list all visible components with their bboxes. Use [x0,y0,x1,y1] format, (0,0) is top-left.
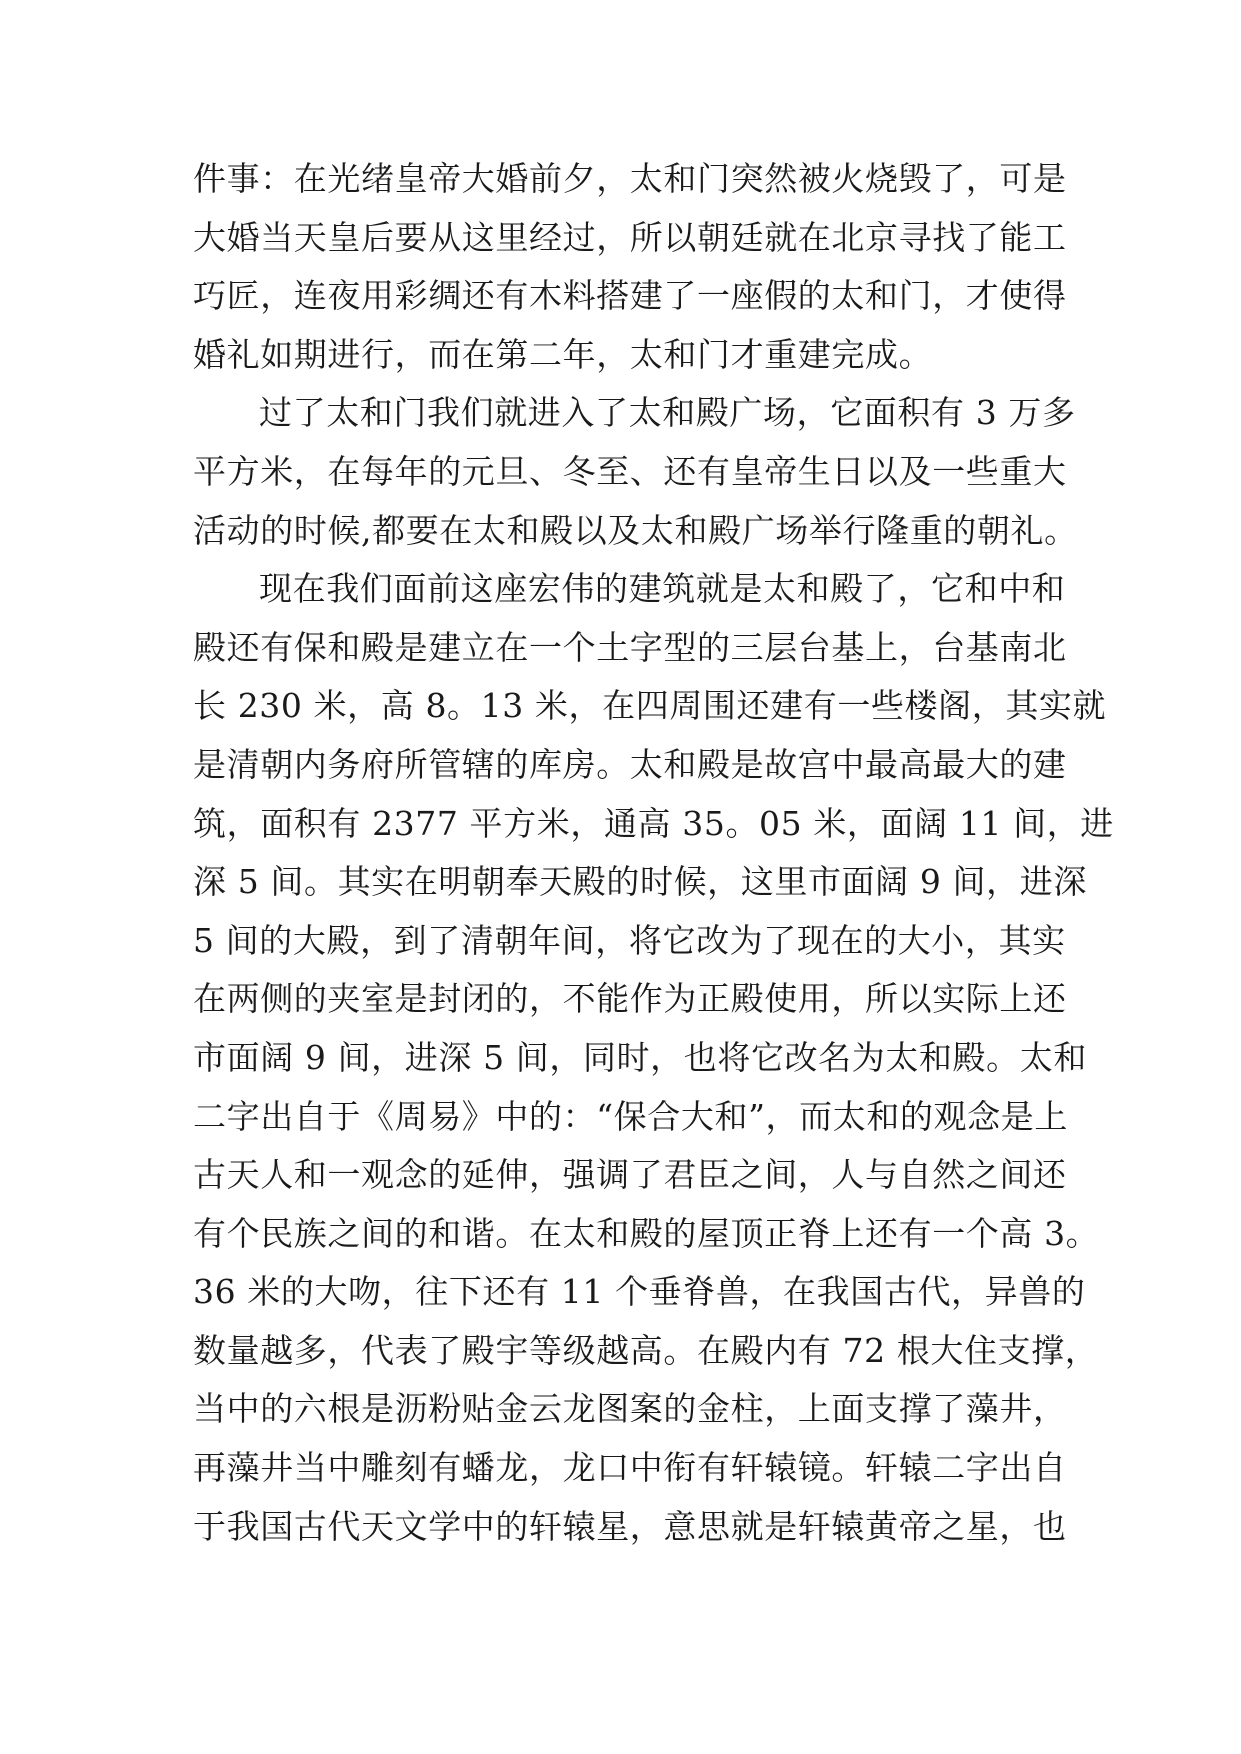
text-line: 数量越多，代表了殿宇等级越高。在殿内有 72 根大住支撑， [193,1330,1099,1370]
text-line: 大婚当天皇后要从这里经过，所以朝廷就在北京寻找了能工 [193,217,1067,257]
text-line: 市面阔 9 间，进深 5 间，同时，也将它改名为太和殿。太和 [193,1037,1087,1077]
document-body [193,150,1114,1556]
paragraph-start-line: 现在我们面前这座宏伟的建筑就是太和殿了，它和中和 [259,569,1066,609]
text-line: 二字出自于《周易》中的：“保合大和”，而太和的观念是上 [193,1096,1068,1136]
text-line: 有个民族之间的和谐。在太和殿的屋顶正脊上还有一个高 3。 [193,1213,1100,1253]
text-line: 于我国古代天文学中的轩辕星，意思就是轩辕黄帝之星，也 [193,1506,1067,1546]
paragraph-start-line: 过了太和门我们就进入了太和殿广场，它面积有 3 万多 [259,393,1076,433]
text-line: 殿还有保和殿是建立在一个土字型的三层台基上，台基南北 [193,627,1067,667]
text-line: 婚礼如期进行，而在第二年，太和门才重建完成。 [193,334,933,374]
text-line: 活动的时候,都要在太和殿以及太和殿广场举行隆重的朝礼。 [193,510,1078,550]
text-line: 古天人和一观念的延伸，强调了君臣之间，人与自然之间还 [193,1155,1067,1195]
text-line: 在两侧的夹室是封闭的，不能作为正殿使用，所以实际上还 [193,979,1067,1019]
text-line: 长 230 米，高 8。13 米，在四周围还建有一些楼阁，其实就 [193,686,1107,726]
text-line: 筑，面积有 2377 平方米，通高 35。05 米，面阔 11 间，进 [193,803,1114,843]
text-line: 平方米，在每年的元旦、冬至、还有皇帝生日以及一些重大 [193,451,1067,491]
text-line: 36 米的大吻，往下还有 11 个垂脊兽，在我国古代，异兽的 [193,1272,1086,1312]
text-line: 深 5 间。其实在明朝奉天殿的时候，这里市面阔 9 间，进深 [193,862,1087,902]
text-line: 5 间的大殿，到了清朝年间，将它改为了现在的大小，其实 [193,920,1066,960]
text-line: 是清朝内务府所管辖的库房。太和殿是故宫中最高最大的建 [193,744,1067,784]
text-line: 件事：在光绪皇帝大婚前夕，太和门突然被火烧毁了，可是 [193,159,1067,198]
text-line: 当中的六根是沥粉贴金云龙图案的金柱，上面支撑了藻井， [193,1389,1067,1429]
text-line: 再藻井当中雕刻有蟠龙，龙口中衔有轩辕镜。轩辕二字出自 [193,1448,1067,1488]
text-line: 巧匠，连夜用彩绸还有木料搭建了一座假的太和门，才使得 [193,276,1067,316]
